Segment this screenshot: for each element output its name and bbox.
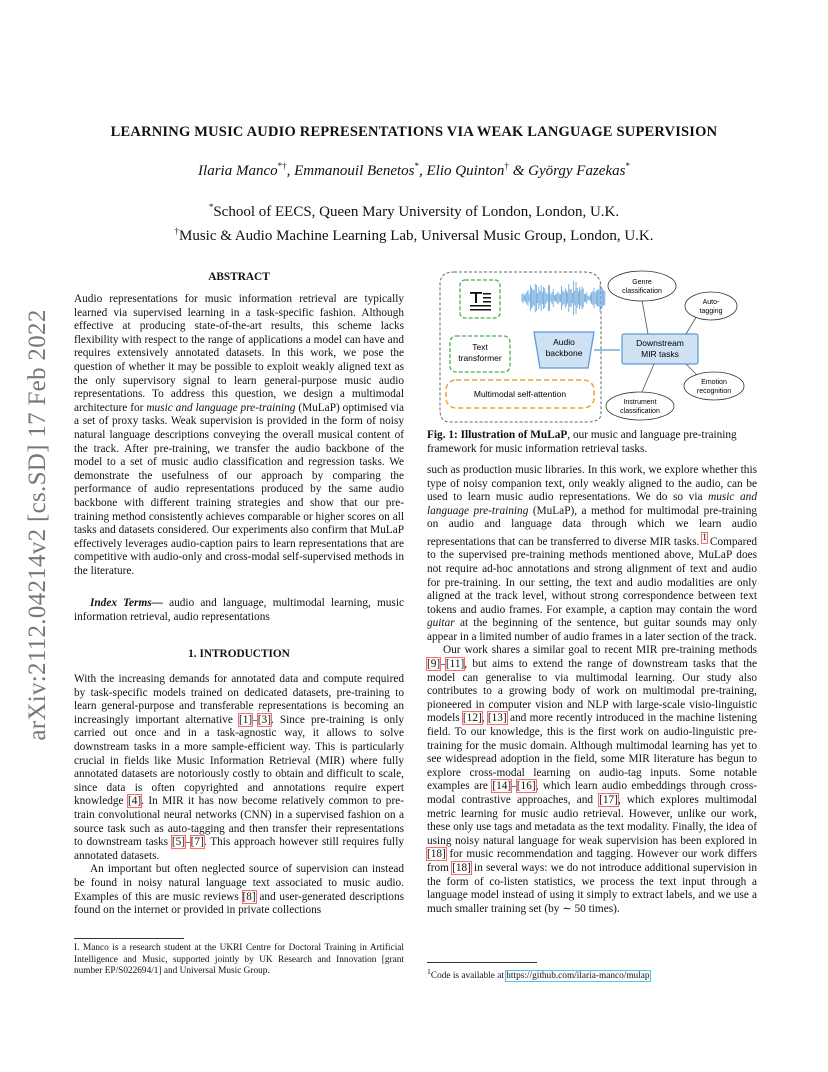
genre-label: Genre xyxy=(632,279,652,286)
author-name: Emmanouil Benetos xyxy=(294,163,415,179)
body-emphasis: guitar xyxy=(427,617,455,630)
emotion-label: recognition xyxy=(696,388,732,395)
downstream-label: Downstream xyxy=(636,338,684,348)
author-list: Ilaria Manco*†, Emmanouil Benetos*, Elio Quinton† & György Fazekas* xyxy=(198,161,630,179)
abstract-emphasis: music and language pre-training xyxy=(146,401,296,414)
arxiv-stamp-text: arXiv:2112.04214v2 [cs.SD] 17 Feb 2022 xyxy=(24,309,51,741)
intro-text: With the increasing demands for annotated data and compute required by task-specific models trained on dedicated datasets, pre-training to learn general-purpose and transferable representations is becoming an increasingly important alternative xyxy=(74,673,404,726)
body-text: Our work shares a similar goal to recent MIR pre-training methods xyxy=(443,644,757,657)
footnote-rule xyxy=(427,962,537,963)
body-text: and more recently introduced in the machine listening field. To our knowledge, this is the first work on audio-linguistic pre-training for the music domain. Although multimodal learning has yet to see widespread adoption in the field, some MIR literature has begun to explore cross-modal learning on audio-tag inputs. Some notable examples are xyxy=(427,712,757,793)
citation-link[interactable]: [17] xyxy=(599,794,618,807)
caption-label: Fig. 1 xyxy=(427,429,454,441)
index-terms xyxy=(74,597,404,624)
citation-link[interactable]: [18] xyxy=(452,861,471,874)
affiliation-line xyxy=(74,198,754,222)
body-text: in several ways: we do not introduce additional supervision in the form of co-listen statistics, we process the text input through a language model instead of using it simply to extract labels, and we use a much smaller training set (by ∼ 50 times). xyxy=(427,861,757,915)
abstract-heading: ABSTRACT xyxy=(208,271,270,283)
author-mark: *† xyxy=(277,161,287,171)
paper-title: LEARNING MUSIC AUDIO REPRESENTATIONS VIA WEAK LANGUAGE SUPERVISION xyxy=(110,124,718,140)
instrument-classification-node xyxy=(606,392,674,420)
author-mark: * xyxy=(625,161,630,171)
affiliation-mark: * xyxy=(208,202,214,212)
abstract-text: (MuLaP) optimised via a set of proxy tasks. Weak supervision is provided in the form of noisy natural language descriptions conveying the overall musical content of the track. After pre-training, we transfer the audio backbone of the model to a set of music audio classification and regression tasks. We demonstrate the usefulness of our approach by comparing the performance of audio representations produced by the same audio backbone with different training strategies and show that our pre-training method consistently achieves comparable or higher scores on all tasks and datasets considered. Our experiments also confirm that MuLaP effectively leverages audio-caption pairs to learn representations that are competitive with audio-only and cross-modal self-supervised methods in the literature. xyxy=(74,401,404,577)
citation-link[interactable]: [5] xyxy=(171,836,186,849)
body-text: such as production music libraries. In this work, we explore whether this type of noisy companion text, only weakly aligned to the audio, can be used to learn music audio representations. We do so via xyxy=(427,464,757,504)
body-text: at the beginning of the sentence, but guitar sounds may only appear in a limited number of audio frames in a later section of the track. xyxy=(427,617,757,643)
body-text: , xyxy=(481,712,488,725)
right-column-body xyxy=(427,464,757,916)
citation-link[interactable]: [12] xyxy=(462,712,482,725)
footnote-text: Code is available at xyxy=(430,971,507,982)
footnote-rule xyxy=(74,938,184,939)
code-url-link[interactable]: https://github.com/ilaria-manco/mulap xyxy=(506,971,650,982)
body-text: (MuLaP), a method for multimodal pre-training on audio and language data through which we learn audio representations that can be transferred to diverse MIR tasks. xyxy=(427,504,757,548)
citation-link[interactable]: [18] xyxy=(427,848,446,861)
body-text: for music recommendation and tagging. However our work differs from xyxy=(427,848,757,874)
intro-text: . This approach however still requires fully annotated datasets. xyxy=(74,836,404,862)
citation-link[interactable]: [14] xyxy=(492,780,512,793)
audio-backbone-label: backbone xyxy=(545,348,583,358)
intro-text: and user-generated descriptions found on the internet or provided in private collections xyxy=(74,890,404,917)
genre-classification-node xyxy=(608,271,676,301)
intro-text: – xyxy=(185,836,191,849)
citation-link[interactable]: [13] xyxy=(487,712,507,725)
citation-link[interactable]: [8] xyxy=(242,890,256,903)
citation-link[interactable]: [1] xyxy=(238,713,253,726)
affiliation-text: Music & Audio Machine Learning Lab, Universal Music Group, London, U.K. xyxy=(179,228,654,244)
body-emphasis: music and language pre-training xyxy=(427,491,757,517)
audio-waveform-icon xyxy=(522,281,605,315)
citation-link[interactable]: [11] xyxy=(445,658,465,671)
abstract-text: Audio representations for music information retrieval are typically learned via supervised learning in a task-specific fashion. Although effective at producing state-of-the-art results, this scheme lacks flexibility with respect to the range of applications a model can have and requires extensively annotated datasets. In this work, we pose the question of whether it may be possible to exploit weakly aligned text as the only supervisory signal to learn general-purpose music audio representations. To address this question, we design a multimodal architecture for xyxy=(74,293,404,414)
footnote-mark: 1 xyxy=(427,967,431,976)
autotag-label: tagging xyxy=(699,308,723,315)
abstract-body xyxy=(74,293,404,578)
body-text: Compared to the supervised pre-training methods mentioned above, MuLaP does not require ad-hoc annotations and strong alignment of text and audio for pre-training. In our setting, the text and audio modalities are only aligned at the track level, without strong correspondence between text tokens and audio frames. For example, a caption may contain the word xyxy=(427,535,757,616)
intro-text: . In MIR it has now become relatively common to pre-train convolutional neural networks (CNN) in a supervised fashion on a source task such as auto-tagging and then transfer their representations to downstream tasks xyxy=(74,795,404,849)
affiliations xyxy=(74,198,754,246)
arxiv-stamp xyxy=(18,290,58,760)
text-input-box xyxy=(460,280,500,318)
index-terms-text: audio and language, multimodal learning, music information retrieval, audio representations xyxy=(74,597,404,623)
caption-title: : Illustration of MuLaP xyxy=(454,429,568,441)
author-mark: * xyxy=(414,161,420,171)
figure-mulap xyxy=(436,264,766,424)
author-name: György Fazekas xyxy=(528,163,626,179)
author-name: Ilaria Manco xyxy=(198,163,278,179)
figure-caption xyxy=(427,429,757,456)
section-heading: 1. INTRODUCTION xyxy=(188,648,290,660)
auto-tagging-node xyxy=(685,292,737,320)
footnote-code xyxy=(427,966,757,983)
citation-link[interactable]: [4] xyxy=(127,795,142,808)
affiliation-mark: † xyxy=(174,226,179,236)
text-document-icon xyxy=(470,292,491,311)
footnote-funding: I. Manco is a research student at the UKRI Centre for Doctoral Training in Artificial Intelligence and Music, supported jointly by UK Research and Innovation [grant number EP/S022694/1] and Universal Music Group. xyxy=(74,943,404,977)
footnote-link[interactable]: 1 xyxy=(702,532,707,543)
autotag-label: Auto- xyxy=(702,299,720,306)
text-transformer-label: transformer xyxy=(458,353,502,363)
caption-text: , our music and language pre-training framework for music information retrieval tasks. xyxy=(427,429,737,455)
emotion-recognition-node xyxy=(684,372,744,400)
citation-link[interactable]: [7] xyxy=(190,836,204,849)
instrument-label: Instrument xyxy=(623,399,657,406)
affiliation-line xyxy=(74,222,754,246)
body-text: – xyxy=(440,658,446,671)
intro-text: . Since pre-training is only carried out once and in a task-agnostic way, it allows to solve downstream tasks in a more sample-efficient way. This is particularly crucial in fields like Music Information Retrieval (MIR) where fully annotated datasets are notoriously costly to obtain and difficult to scale, since data is often copyrighted and annotations require expert knowledge xyxy=(74,713,404,808)
body-text: , which explores multimodal metric learning for music audio retrieval. However, unlike our work, these only use tags and metadata as the text modality. Finally, the idea of using noisy natural language for weak supervision has been explored in xyxy=(427,794,757,847)
citation-link[interactable]: [9] xyxy=(427,658,441,671)
citation-link[interactable]: [16] xyxy=(516,780,536,793)
affiliation-text: School of EECS, Queen Mary University of London, London, U.K. xyxy=(213,204,620,220)
citation-link[interactable]: [3] xyxy=(257,713,271,726)
body-text: , but aims to extend the range of downstream tasks that the model can generalise to via multimodal learning. Our study also contributes to a growing body of work on multimodal pre-training, pioneered in computer vision and NLP with large-scale visio-linguistic models xyxy=(427,658,757,725)
author-name: Elio Quinton xyxy=(426,163,505,179)
intro-text: – xyxy=(252,713,258,726)
instrument-label: classification xyxy=(620,408,660,415)
mulap-diagram xyxy=(436,264,766,424)
genre-label: classification xyxy=(622,288,662,295)
emotion-label: Emotion xyxy=(701,379,727,386)
audio-backbone-label: Audio xyxy=(553,337,575,347)
intro-text: An important but often neglected source of supervision can instead be found in noisy natural language text associated to music audio. Examples of this are music reviews xyxy=(74,863,404,903)
multimodal-attention-label: Multimodal self-attention xyxy=(473,389,567,399)
text-transformer-label: Text xyxy=(472,342,488,352)
body-text: – xyxy=(511,780,517,793)
intro-body xyxy=(74,673,404,918)
author-mark: † xyxy=(504,161,509,171)
body-text: , which learn audio embeddings through cross-modal contrastive approaches, and xyxy=(427,780,757,807)
downstream-label: MIR tasks xyxy=(641,349,679,359)
index-terms-label: Index Terms— xyxy=(90,597,163,609)
